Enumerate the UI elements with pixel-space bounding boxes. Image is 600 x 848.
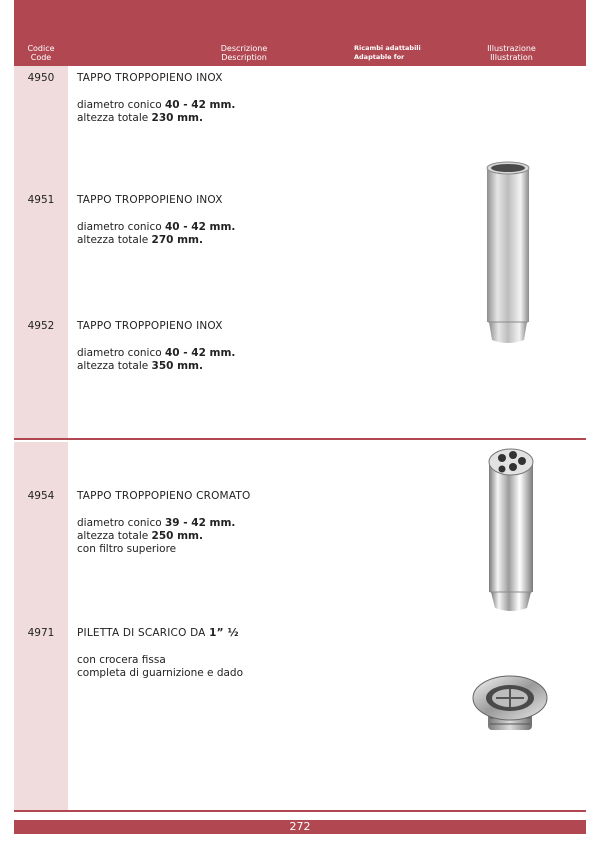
section-divider <box>14 438 586 440</box>
product-code: 4954 <box>27 490 55 502</box>
page-number: 272 <box>289 820 311 833</box>
header-illustration: Illustrazione Illustration <box>487 44 536 62</box>
product-title: PILETTA DI SCARICO DA 1” ½ <box>77 627 239 639</box>
code-column-section-1 <box>14 66 68 438</box>
page-footer <box>14 820 586 834</box>
overflow-tube-inox-illustration <box>478 160 538 346</box>
product-specs: con crocera fissa completa di guarnizione e dado <box>77 654 244 679</box>
product-title: TAPPO TROPPOPIENO INOX <box>77 72 223 84</box>
product-specs: diametro conico 40 - 42 mm. altezza totale 350 mm. <box>77 347 236 372</box>
header-adaptable-for: Ricambi adattabili Adaptable for <box>354 44 421 61</box>
product-code: 4951 <box>27 194 55 206</box>
product-specs: diametro conico 40 - 42 mm. altezza totale 230 mm. <box>77 99 236 124</box>
section-divider <box>14 810 586 812</box>
product-title: TAPPO TROPPOPIENO INOX <box>77 194 223 206</box>
product-code: 4952 <box>27 320 55 332</box>
product-specs: diametro conico 40 - 42 mm. altezza totale 270 mm. <box>77 221 236 246</box>
header-description: Descrizione Description <box>220 44 268 62</box>
product-title: TAPPO TROPPOPIENO CROMATO <box>77 490 251 502</box>
product-code: 4950 <box>27 72 55 84</box>
product-code: 4971 <box>27 627 55 639</box>
table-header <box>14 0 586 66</box>
product-title: TAPPO TROPPOPIENO INOX <box>77 320 223 332</box>
drain-fitting-illustration <box>470 668 550 738</box>
product-specs: diametro conico 39 - 42 mm. altezza totale 250 mm. con filtro superiore <box>77 517 236 555</box>
header-code: Codice Code <box>27 44 55 62</box>
overflow-tube-chrome-illustration <box>480 448 542 614</box>
